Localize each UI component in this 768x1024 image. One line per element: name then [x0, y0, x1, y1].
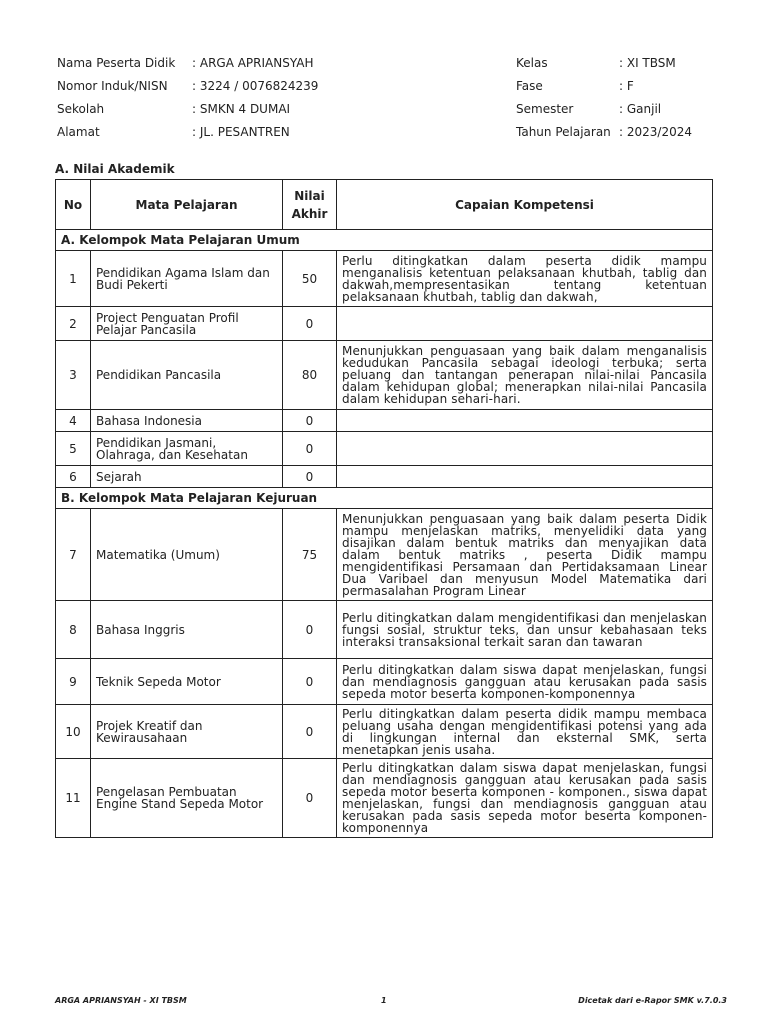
header-grade-line2: Akhir [291, 206, 328, 221]
group-row [56, 488, 713, 509]
table-row [56, 509, 713, 601]
competency-cell [337, 410, 713, 432]
table-row [56, 659, 713, 705]
competency-cell: Menunjukkan penguasaan yang baik dalam peserta Didik mampu menjelaskan matriks, menyelidiki data yang disajikan dalam bentuk matriks dan menyajikan data dalam bentuk matriks , peserta Didik mampu mengidentifikasi Persamaan dan Pertidaksamaan Linear Dua Varibael dan menyusun Model Matematika dari permasalahan Program Linear [337, 509, 713, 601]
row-number: 2 [56, 307, 91, 341]
name-value: : ARGA APRIANSYAH [192, 56, 314, 70]
info-row [57, 121, 717, 144]
school-label: Sekolah [57, 102, 105, 116]
name-label: Nama Peserta Didik [57, 56, 176, 70]
header-subject: Mata Pelajaran [91, 180, 283, 230]
grade-cell: 0 [283, 466, 337, 488]
info-row [57, 75, 717, 98]
header-competency: Capaian Kompetensi [337, 180, 713, 230]
grade-cell: 0 [283, 759, 337, 838]
phase-value: : F [619, 79, 634, 93]
nisn-value: : 3224 / 0076824239 [192, 79, 319, 93]
school-value: : SMKN 4 DUMAI [192, 102, 291, 116]
header-grade [283, 180, 337, 230]
row-number: 1 [56, 251, 91, 307]
info-row [57, 98, 717, 121]
group-title: B. Kelompok Mata Pelajaran Kejuruan [56, 488, 713, 509]
table-row [56, 410, 713, 432]
grades-body [56, 230, 713, 838]
row-number: 4 [56, 410, 91, 432]
table-row [56, 759, 713, 838]
table-header-row [56, 180, 713, 230]
row-number: 10 [56, 705, 91, 759]
grade-cell: 0 [283, 659, 337, 705]
row-number: 5 [56, 432, 91, 466]
row-number: 3 [56, 341, 91, 410]
subject-cell: Pendidikan Agama Islam dan Budi Pekerti [91, 251, 283, 307]
group-row [56, 230, 713, 251]
competency-cell: Menunjukkan penguasaan yang baik dalam menganalisis kedudukan Pancasila sebagai ideologi terbuka; serta peluang dan tantangan penerapan nilai-nilai Pancasila dalam kehidupan global; menerapkan nilai-nilai Pancasila dalam kehidupan sehari-hari. [337, 341, 713, 410]
subject-cell: Pengelasan Pembuatan Engine Stand Sepeda Motor [91, 759, 283, 838]
info-row [57, 52, 717, 75]
subject-cell: Project Penguatan Profil Pelajar Pancasila [91, 307, 283, 341]
subject-cell: Matematika (Umum) [91, 509, 283, 601]
subject-cell: Bahasa Inggris [91, 601, 283, 659]
grade-cell: 50 [283, 251, 337, 307]
row-number: 8 [56, 601, 91, 659]
subject-cell: Pendidikan Pancasila [91, 341, 283, 410]
grade-cell: 0 [283, 410, 337, 432]
grade-cell: 0 [283, 432, 337, 466]
grade-cell: 80 [283, 341, 337, 410]
table-row [56, 432, 713, 466]
address-label: Alamat [57, 125, 100, 139]
row-number: 11 [56, 759, 91, 838]
subject-cell: Sejarah [91, 466, 283, 488]
row-number: 9 [56, 659, 91, 705]
grades-table [55, 179, 713, 838]
section-title: A. Nilai Akademik [55, 162, 175, 176]
table-row [56, 307, 713, 341]
table-row [56, 705, 713, 759]
competency-cell: Perlu ditingkatkan dalam peserta didik mampu menganalisis ketentuan pelaksanaan khutbah, tablig dan dakwah,mempresentasikan tentang ketentuan pelaksanaan khutbah, tablig dan dakwah, [337, 251, 713, 307]
nisn-label: Nomor Induk/NISN [57, 79, 168, 93]
address-value: : JL. PESANTREN [192, 125, 290, 139]
table-row [56, 341, 713, 410]
header-no: No [56, 180, 91, 230]
group-title: A. Kelompok Mata Pelajaran Umum [56, 230, 713, 251]
competency-cell: Perlu ditingkatkan dalam mengidentifikasi dan menjelaskan fungsi sosial, struktur teks, dan unsur kebahasaan teks interaksi transaksional terkait saran dan tawaran [337, 601, 713, 659]
competency-cell [337, 307, 713, 341]
student-info [57, 52, 717, 144]
class-value: : XI TBSM [619, 56, 676, 70]
competency-cell [337, 432, 713, 466]
phase-label: Fase [516, 79, 543, 93]
footer-page-number: 1 [381, 996, 387, 1005]
page-footer [55, 996, 727, 1010]
header-grade-line1: Nilai [294, 188, 325, 203]
subject-cell: Bahasa Indonesia [91, 410, 283, 432]
table-row [56, 466, 713, 488]
semester-value: : Ganjil [619, 102, 662, 116]
row-number: 7 [56, 509, 91, 601]
grade-cell: 0 [283, 601, 337, 659]
class-label: Kelas [516, 56, 548, 70]
table-row [56, 601, 713, 659]
year-value: : 2023/2024 [619, 125, 692, 139]
row-number: 6 [56, 466, 91, 488]
competency-cell: Perlu ditingkatkan dalam peserta didik mampu membaca peluang usaha dengan mengidentifikasi potensi yang ada di lingkungan internal dan eksternal SMK, serta menetapkan jenis usaha. [337, 705, 713, 759]
grade-cell: 0 [283, 307, 337, 341]
competency-cell [337, 466, 713, 488]
table-row [56, 251, 713, 307]
semester-label: Semester [516, 102, 574, 116]
footer-printed-by: Dicetak dari e-Rapor SMK v.7.0.3 [578, 996, 727, 1005]
subject-cell: Projek Kreatif dan Kewirausahaan [91, 705, 283, 759]
subject-cell: Teknik Sepeda Motor [91, 659, 283, 705]
footer-student: ARGA APRIANSYAH - XI TBSM [55, 996, 187, 1005]
grade-cell: 0 [283, 705, 337, 759]
competency-cell: Perlu ditingkatkan dalam siswa dapat menjelaskan, fungsi dan mendiagnosis gangguan atau kerusakan pada sasis sepeda motor beserta komponen-komponennya [337, 659, 713, 705]
grade-cell: 75 [283, 509, 337, 601]
year-label: Tahun Pelajaran [516, 125, 611, 139]
competency-cell: Perlu ditingkatkan dalam siswa dapat menjelaskan, fungsi dan mendiagnosis gangguan atau kerusakan pada sasis sepeda motor beserta komponen - komponen., siswa dapat menjelaskan, fungsi dan mendiagnosis gangguan atau kerusakan pada sasis sepeda motor beserta komponen-komponennya [337, 759, 713, 838]
subject-cell: Pendidikan Jasmani, Olahraga, dan Kesehatan [91, 432, 283, 466]
